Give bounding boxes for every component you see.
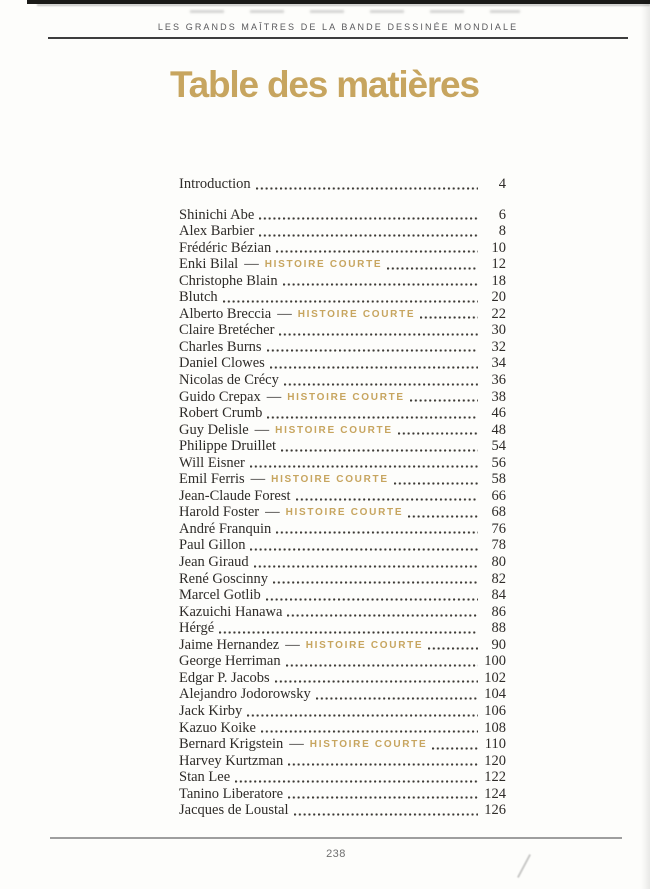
toc-entry-page: 88 <box>491 620 506 637</box>
footer-rule <box>50 837 622 839</box>
toc-entry <box>179 176 506 193</box>
toc-entry-page: 4 <box>498 176 506 192</box>
toc-entry <box>179 637 506 654</box>
toc-entry-page: 90 <box>491 636 506 653</box>
header-rule <box>48 37 628 39</box>
toc-entry <box>179 802 506 819</box>
toc-entry-name: Enki Bilal <box>179 256 239 273</box>
toc-entry <box>179 471 506 488</box>
toc-entry-name: Kazuichi Hanawa <box>179 603 283 620</box>
toc-entry-name: Claire Bretécher <box>179 322 275 339</box>
toc-entry-page: 10 <box>491 239 506 256</box>
histoire-courte-tag: HISTOIRE COURTE <box>297 308 416 320</box>
scan-artifact-top-band <box>27 0 650 4</box>
toc-entry-page: 82 <box>491 570 506 587</box>
toc-entry <box>179 372 506 389</box>
dot-leader <box>247 714 478 717</box>
toc-entry-name: Harold Foster <box>179 504 260 521</box>
toc-entry-name: Robert Crumb <box>179 405 263 422</box>
toc-entry-name: Alberto Breccia <box>179 305 272 322</box>
dot-leader <box>410 399 478 402</box>
toc-entry-name: Jaime Hernandez <box>179 636 280 653</box>
toc-entry-name: André Franquin <box>179 520 272 537</box>
toc-entry-page: 6 <box>498 206 506 223</box>
toc-entry-name: Tanino Liberatore <box>179 785 284 802</box>
toc-entry-page: 20 <box>491 289 506 306</box>
toc-entry-page: 8 <box>498 223 506 240</box>
dot-leader <box>294 813 478 816</box>
toc-entry <box>179 587 506 604</box>
dot-leader <box>250 548 478 551</box>
toc-entry <box>179 422 506 439</box>
toc-entry <box>179 686 506 703</box>
toc-entry-name: Marcel Gotlib <box>179 587 261 604</box>
toc-entry-page: 124 <box>484 785 506 802</box>
toc-entry <box>179 488 506 505</box>
toc-entry-name: Jack Kirby <box>179 702 243 719</box>
dot-leader <box>394 482 478 485</box>
page-title: Table des matières <box>170 64 479 105</box>
dot-leader <box>256 187 478 190</box>
histoire-courte-tag: HISTOIRE COURTE <box>275 424 393 436</box>
toc-entry-name: Charles Burns <box>179 338 262 355</box>
toc-entry <box>179 537 506 554</box>
toc-entry <box>179 322 506 339</box>
toc-entry-name: Emil Ferris <box>179 471 245 488</box>
toc-entry <box>179 455 506 472</box>
toc-entry-page: 68 <box>491 504 506 521</box>
toc-entry <box>179 223 506 240</box>
toc-entry <box>179 355 506 372</box>
dot-leader <box>267 349 478 352</box>
toc-entry-name: Blutch <box>179 289 218 306</box>
toc-entry <box>179 405 506 422</box>
dot-leader <box>270 366 478 369</box>
toc-entry-page: 18 <box>491 272 506 289</box>
dot-leader <box>250 465 478 468</box>
toc-entry-name: Shinichi Abe <box>179 206 255 223</box>
toc-entry <box>179 786 506 803</box>
toc-entry-name: Philippe Druillet <box>179 438 277 455</box>
toc-entry-page: 54 <box>491 438 506 455</box>
toc-entry-name: Daniel Clowes <box>179 355 265 372</box>
histoire-courte-tag: HISTOIRE COURTE <box>264 259 383 271</box>
toc-entry-name: Frédéric Bézian <box>179 239 272 256</box>
dot-leader <box>273 581 478 584</box>
toc-entry-page: 30 <box>491 322 506 339</box>
toc-entry <box>179 653 506 670</box>
dot-leader <box>428 647 478 650</box>
toc-entry-page: 100 <box>484 653 506 670</box>
toc-entry-name: Hérgé <box>179 620 215 637</box>
dot-leader <box>279 333 478 336</box>
toc-entry-name: Alex Barbier <box>179 223 255 240</box>
toc-entry <box>179 604 506 621</box>
toc-entry <box>179 769 506 786</box>
dot-leader <box>281 449 478 452</box>
toc-entry-name: René Goscinny <box>179 570 268 587</box>
toc-entry <box>179 240 506 257</box>
toc-entry-page: 120 <box>484 752 506 769</box>
dot-leader <box>284 383 478 386</box>
toc-entry <box>179 256 506 273</box>
toc-entry-name: Kazuo Koike <box>179 719 256 736</box>
dot-leader <box>296 498 478 501</box>
dot-leader <box>288 763 478 766</box>
toc-entry <box>179 736 506 753</box>
toc-entry-page: 102 <box>484 669 506 686</box>
dot-leader <box>420 316 478 319</box>
toc-entry-page: 78 <box>491 537 506 554</box>
toc-entry <box>179 703 506 720</box>
toc-entry <box>179 753 506 770</box>
toc-entry <box>179 389 506 406</box>
toc-entry <box>179 438 506 455</box>
dot-leader <box>276 250 478 253</box>
toc-entry <box>179 289 506 306</box>
toc-entry-page: 34 <box>491 355 506 372</box>
dot-leader <box>261 730 478 733</box>
histoire-courte-dash: — <box>244 256 259 273</box>
toc-entry-name: Edgar P. Jacobs <box>179 669 270 686</box>
toc-entry-name: Jacques de Loustal <box>179 802 289 819</box>
toc-entry <box>179 720 506 737</box>
toc-entry-page: 104 <box>484 686 506 703</box>
toc-entry-page: 76 <box>491 520 506 537</box>
toc-entry-name: Harvey Kurtzman <box>179 752 284 769</box>
toc-entry-name: George Herriman <box>179 653 281 670</box>
toc-entry-page: 22 <box>491 305 506 322</box>
toc-entry-name: Jean-Claude Forest <box>179 487 291 504</box>
dot-leader <box>223 300 478 303</box>
dot-leader <box>235 780 478 783</box>
toc-entry-name: Alejandro Jodorowsky <box>179 686 311 703</box>
toc-entry-page: 48 <box>491 421 506 438</box>
toc-entry-page: 46 <box>491 405 506 422</box>
dot-leader <box>286 664 478 667</box>
toc-entry <box>179 207 506 224</box>
dot-leader <box>398 432 478 435</box>
toc-entry-page: 36 <box>491 372 506 389</box>
toc-entry-page: 32 <box>491 338 506 355</box>
toc-entry-name: Stan Lee <box>179 769 231 786</box>
toc-entry-name: Bernard Krigstein <box>179 736 284 753</box>
toc-entry-name: Jean Giraud <box>179 554 249 571</box>
dot-leader <box>275 680 478 683</box>
toc-entry <box>179 273 506 290</box>
toc-entry-name: Introduction <box>179 176 251 192</box>
toc-entry-name: Guy Delisle <box>179 421 249 438</box>
toc-entry-page: 126 <box>484 802 506 819</box>
histoire-courte-dash: — <box>265 504 280 521</box>
dot-leader <box>267 416 478 419</box>
toc-entry <box>179 521 506 538</box>
histoire-courte-tag: HISTOIRE COURTE <box>271 474 389 486</box>
toc-entry <box>179 339 506 356</box>
histoire-courte-tag: HISTOIRE COURTE <box>309 739 428 751</box>
dot-leader <box>432 747 478 750</box>
dot-leader <box>219 631 478 634</box>
toc-entry <box>179 670 506 687</box>
toc-entry-page: 106 <box>484 702 506 719</box>
page-edge-shadow <box>641 0 650 889</box>
toc-entry-page: 56 <box>491 454 506 471</box>
toc-entry <box>179 571 506 588</box>
histoire-courte-dash: — <box>254 421 270 438</box>
running-head: LES GRANDS MAÎTRES DE LA BANDE DESSINÉE MONDIALE <box>157 22 519 32</box>
page-number-folio: 238 <box>326 848 346 860</box>
toc-entry-page: 110 <box>484 736 506 753</box>
toc-entry-name: Paul Gillon <box>179 537 246 554</box>
toc-entry-name: Guido Crepax <box>179 388 261 405</box>
dot-leader <box>288 796 478 799</box>
dot-leader <box>316 697 478 700</box>
toc-entry <box>179 554 506 571</box>
toc-entry-page: 38 <box>491 388 506 405</box>
toc-entry <box>179 620 506 637</box>
dot-leader <box>283 283 478 286</box>
dot-leader <box>259 217 478 220</box>
histoire-courte-dash: — <box>250 471 266 488</box>
dot-leader <box>276 531 478 534</box>
toc-entry-name: Will Eisner <box>179 454 245 471</box>
dot-leader <box>287 614 478 617</box>
dot-leader <box>259 234 478 237</box>
table-of-contents <box>179 176 506 819</box>
toc-entry-page: 80 <box>491 554 506 571</box>
dot-leader <box>254 565 478 568</box>
toc-entry-page: 12 <box>491 256 506 273</box>
toc-entry <box>179 306 506 323</box>
histoire-courte-tag: HISTOIRE COURTE <box>285 507 404 519</box>
scan-artifact-smudge <box>190 10 520 13</box>
toc-entry-page: 122 <box>484 769 506 786</box>
dot-leader <box>408 515 478 518</box>
histoire-courte-tag: HISTOIRE COURTE <box>287 391 405 403</box>
histoire-courte-dash: — <box>266 388 282 405</box>
toc-entry-name: Nicolas de Crécy <box>179 372 279 389</box>
toc-entry-page: 66 <box>491 487 506 504</box>
histoire-courte-dash: — <box>285 636 300 653</box>
toc-entry-page: 84 <box>491 587 506 604</box>
dot-leader <box>266 598 478 601</box>
histoire-courte-tag: HISTOIRE COURTE <box>305 639 424 651</box>
toc-entry-page: 58 <box>491 471 506 488</box>
dot-leader <box>387 267 478 270</box>
toc-entry-page: 108 <box>484 719 506 736</box>
histoire-courte-dash: — <box>277 305 292 322</box>
toc-entry-page: 86 <box>491 603 506 620</box>
toc-entry-name: Christophe Blain <box>179 272 278 289</box>
histoire-courte-dash: — <box>289 736 304 753</box>
toc-entry <box>179 504 506 521</box>
